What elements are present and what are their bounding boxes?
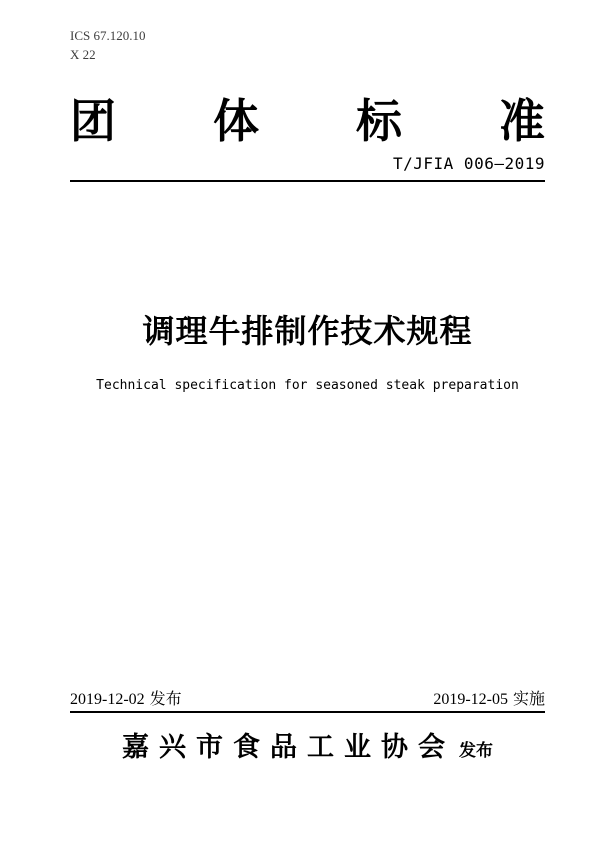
publisher-name: 嘉兴市食品工业协会 xyxy=(122,732,455,762)
standard-number: T/JFIA 006—2019 xyxy=(393,154,545,173)
publish-label: 发布 xyxy=(459,741,493,760)
implementation-date-group xyxy=(433,691,545,709)
standard-type-heading xyxy=(70,97,545,145)
document-title-en: Technical specification for seasoned steak preparation xyxy=(96,378,519,393)
issue-date: 2019-12-02 xyxy=(70,691,145,708)
ics-classification-block xyxy=(70,26,145,64)
classification-code: X 22 xyxy=(70,47,96,62)
ics-code: ICS 67.120.10 xyxy=(70,28,146,43)
implementation-date: 2019-12-05 xyxy=(433,691,508,708)
dates-row xyxy=(70,691,545,713)
document-title-cn: 调理牛排制作技术规程 xyxy=(142,313,473,349)
publisher-row xyxy=(70,725,545,764)
header-rule xyxy=(70,180,545,182)
standard-type-char: 准 xyxy=(499,95,545,147)
issue-date-group xyxy=(70,691,182,709)
standard-type-char: 团 xyxy=(70,95,116,147)
issue-label: 发布 xyxy=(149,691,182,708)
implementation-label: 实施 xyxy=(512,691,545,708)
standard-type-char: 标 xyxy=(356,95,402,147)
standard-type-char: 体 xyxy=(213,95,259,147)
